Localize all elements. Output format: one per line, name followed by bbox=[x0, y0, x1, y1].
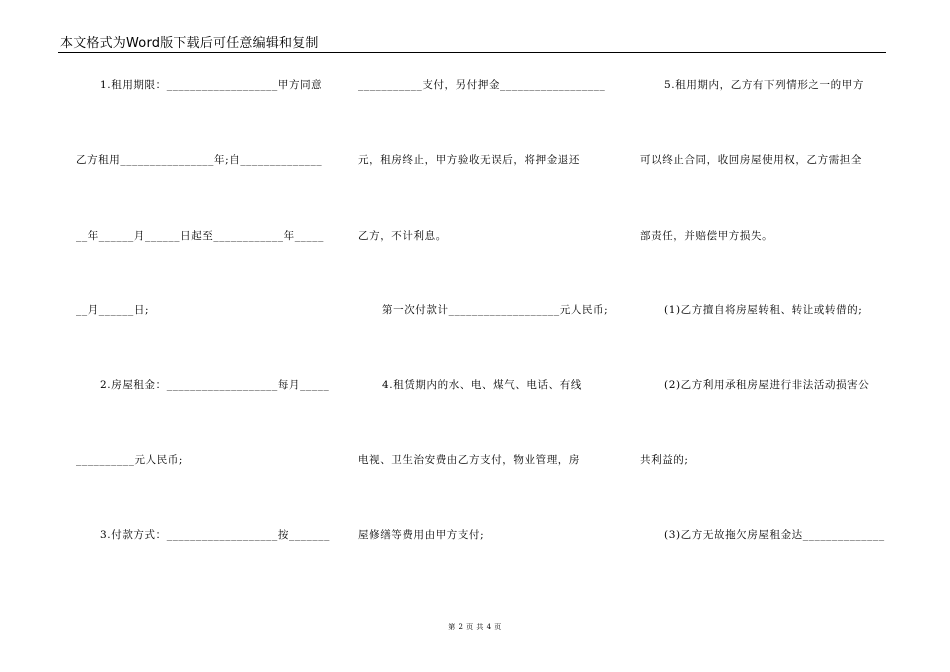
text-line: 部责任，并赔偿甲方损失。 bbox=[640, 230, 774, 242]
text-line: ___________支付，另付押金__________________ bbox=[358, 79, 606, 91]
text-line: 2.房屋租金：___________________每月_____ bbox=[100, 379, 330, 391]
text-line: 1.租用期限：___________________甲方同意 bbox=[100, 79, 323, 91]
page-header-title: 本文格式为Word版下载后可任意编辑和复制 bbox=[60, 36, 319, 51]
text-line: (3)乙方无故拖欠房屋租金达______________ bbox=[664, 529, 885, 541]
text-line: (2)乙方利用承租房屋进行非法活动损害公 bbox=[664, 379, 870, 391]
text-line: 元，租房终止，甲方验收无误后，将押金退还 bbox=[358, 154, 580, 166]
text-line: 电视、卫生治安费由乙方支付，物业管理，房 bbox=[358, 454, 580, 466]
page-footer-number: 第 2 页 共 4 页 bbox=[448, 623, 502, 631]
text-line: 5.租用期内，乙方有下列情形之一的甲方 bbox=[664, 79, 864, 91]
text-line: 乙方，不计利息。 bbox=[358, 230, 447, 242]
text-line: 4.租赁期内的水、电、煤气、电话、有线 bbox=[382, 379, 582, 391]
text-line: (1)乙方擅自将房屋转租、转让或转借的; bbox=[664, 304, 863, 316]
text-line: 第一次付款计___________________元人民币; bbox=[382, 304, 609, 316]
page-header-rule bbox=[58, 52, 886, 53]
text-line: 3.付款方式：___________________按_______ bbox=[100, 529, 330, 541]
text-line: 可以终止合同，收回房屋使用权，乙方需担全 bbox=[640, 154, 862, 166]
text-line: 屋修缮等费用由甲方支付; bbox=[358, 529, 485, 541]
text-line: 共利益的; bbox=[640, 454, 689, 466]
text-line: __年______月______日起至____________年_____ bbox=[76, 230, 324, 242]
text-line: __月______日; bbox=[76, 304, 150, 316]
text-line: __________元人民币; bbox=[76, 454, 184, 466]
text-line: 乙方租用________________年;自______________ bbox=[76, 154, 323, 166]
